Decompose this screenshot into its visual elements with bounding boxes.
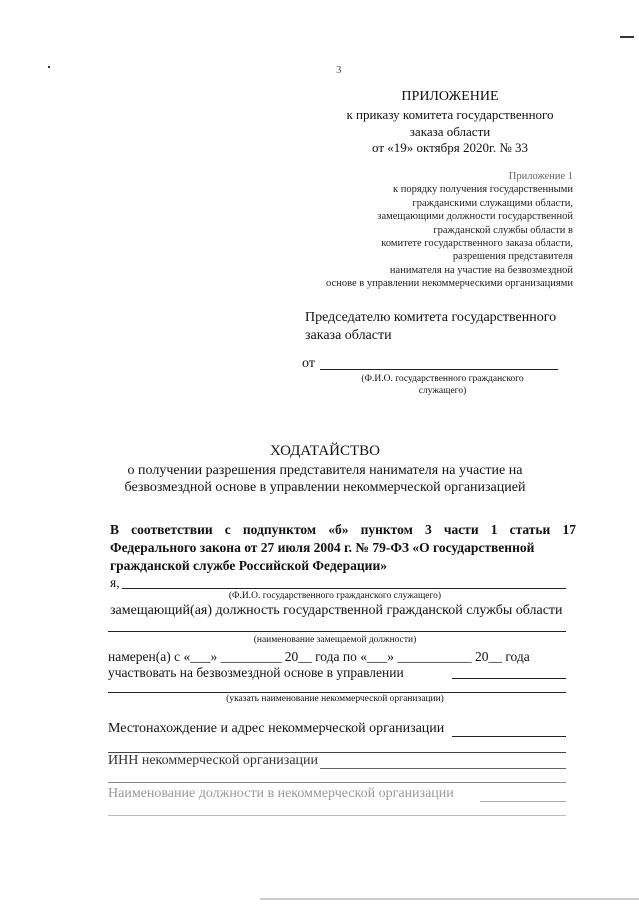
org-caption: (указать наименование некоммерческой организации) [226,694,444,704]
document-subtitle-2: безвозмездной основе в управлении некоммерческой организацией [124,480,526,495]
annex-line-8: нанимателя на участие на безвозмездной [389,265,573,276]
scan-speck-left [48,66,50,68]
appendix-line-2: заказа области [409,124,491,139]
position-in-org-extra-line [108,815,566,816]
para-word: части [443,522,479,537]
annex-line-3: гражданскими служащими области, [412,198,573,209]
appendix-line-1: к приказу комитета государственного [346,107,554,122]
from-label: от [302,356,315,371]
date-line: намерен(а) с «___» _________ 20__ года по «___» ___________ 20__ года [108,649,530,664]
position-caption: (наименование замещаемой должности) [253,635,417,645]
annex-line-5: гражданской службы области в [433,225,573,236]
para-word: с [224,522,231,537]
body-paragraph-line-2: Федерального закона от 27 июля 2004 г. № 79-ФЗ «О государственной [110,540,535,555]
org-name-line [108,692,566,693]
body-paragraph-line-3: гражданской службе Российской Федерации» [110,558,387,573]
annex-line-2: к порядку получения государственными [393,184,573,195]
position-line: замещающий(ая) должность государственной гражданской службы области [110,603,563,618]
position-in-org-blank-line [480,801,566,802]
annex-line-9: основе в управлении некоммерческими организациями [326,278,573,289]
page-number: 3 [336,64,342,76]
document-title: ХОДАТАЙСТВО [270,443,380,459]
from-name-line [320,369,558,370]
location-blank-line [452,736,566,737]
ya-label: я, [110,575,120,590]
scan-mark-top-right [620,36,634,38]
inn-extra-line [108,782,566,783]
addressee-line-2: заказа области [305,328,392,343]
scan-edge-bottom [260,898,639,900]
appendix-line-3: от «19» октября 2020г. № 33 [371,140,528,155]
para-word: В [110,522,120,537]
document-subtitle-1: о получении разрешения представителя нанимателя на участие на [127,463,523,478]
para-word: 1 [490,522,498,537]
annex-line-1: Приложение 1 [508,171,573,182]
inn-blank-line [320,768,566,769]
para-word: подпунктом [242,522,317,537]
ya-name-line [122,588,566,589]
position-in-org-label: Наименование должности в некоммерческой организации [108,786,454,801]
addressee-line-1: Председателю комитета государственного [305,310,557,325]
from-caption-2: служащего) [418,386,467,396]
para-word: соответствии [131,522,213,537]
annex-line-6: комитете государственного заказа области, [381,238,573,249]
appendix-title: ПРИЛОЖЕНИЕ [401,89,499,104]
ya-caption: (Ф.И.О. государственного гражданского служащего) [228,591,442,601]
location-label: Местонахождение и адрес некоммерческой организации [108,721,445,736]
para-word: 3 [424,522,432,537]
participate-line: участвовать на безвозмездной основе в управлении [108,665,404,680]
annex-line-4: замещающими должности государственной [377,211,573,222]
position-blank-line [108,631,566,632]
para-word: статьи [509,522,551,537]
body-paragraph-line-1 [110,521,576,539]
annex-line-7: разрешения представителя [452,251,573,262]
para-word: «б» [328,522,349,537]
para-word: пунктом [360,522,413,537]
inn-label: ИНН некоммерческой организации [108,753,319,768]
from-caption-1: (Ф.И.О. государственного гражданского [361,374,524,384]
participate-blank-line [452,678,566,679]
para-word: 17 [562,522,576,537]
